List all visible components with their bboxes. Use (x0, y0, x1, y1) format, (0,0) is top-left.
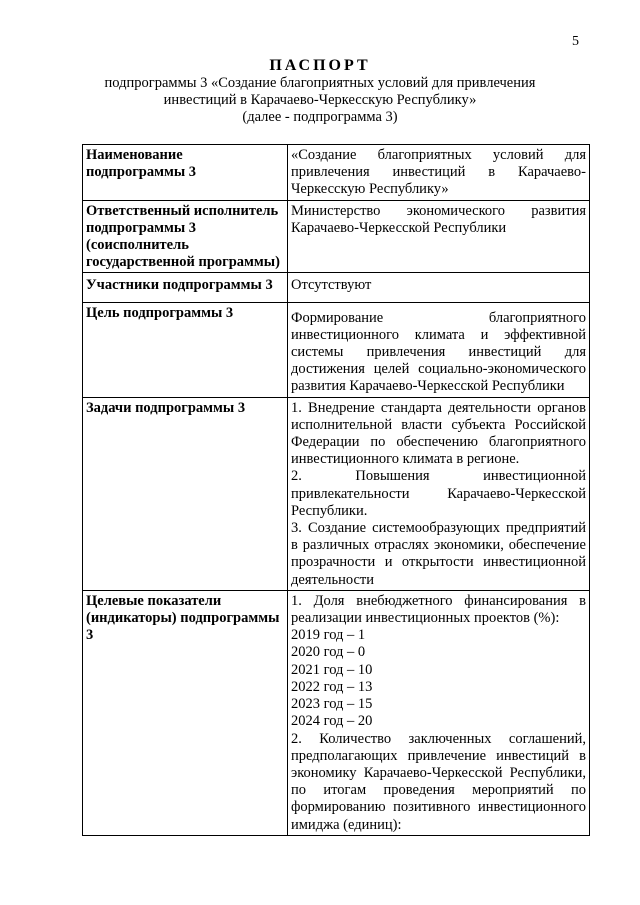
passport-heading (0, 56, 640, 126)
table-row (83, 200, 590, 273)
row-value-executor (288, 200, 590, 273)
value-line: 2022 год – 13 (291, 678, 373, 695)
value-line: 3. Создание системообразующих предприятий в различных отраслях экономики, обеспечение прозрачности и открытости инвестиционной деятельности (291, 520, 586, 588)
row-label-name: Наименование подпрограммы 3 (83, 145, 288, 201)
passport-table (82, 144, 590, 836)
row-value-indicators (288, 590, 590, 835)
passport-title: ПАСПОРТ (269, 57, 371, 74)
subtitle-line-1: подпрограммы 3 «Создание благоприятных условий для привлечения (104, 75, 536, 91)
value-line: 2023 год – 15 (291, 696, 373, 713)
value-line: 2020 год – 0 (291, 644, 366, 661)
value-line: 1. Внедрение стандарта деятельности органов исполнительной власти субъекта Российской Федерации по обеспечению благоприятного инвестиционного климата в регионе. (291, 399, 586, 468)
value-line: Отсутствуют (291, 277, 372, 294)
row-value-goal (288, 302, 590, 397)
table-row (83, 590, 590, 835)
value-line: Министерство экономического развития Карачаево-Черкесской Республики (291, 202, 586, 236)
value-line: 2019 год – 1 (291, 627, 366, 644)
row-label-goal: Цель подпрограммы 3 (83, 302, 288, 397)
table-row (83, 302, 590, 397)
value-line: Формирование благоприятного инвестиционного климата и эффективной системы привлечения инвестиций для достижения целей социально-экономического развития Карачаево-Черкесской Республики (291, 309, 586, 395)
subtitle-line-2: инвестиций в Карачаево-Черкесскую Республику» (163, 92, 477, 108)
row-label-participants: Участники подпрограммы 3 (83, 273, 288, 302)
row-label-executor: Ответственный исполнитель подпрограммы 3 (соисполнитель государственной программы) (83, 200, 288, 273)
value-line: 2. Количество заключенных соглашений, предполагающих привлечение инвестиций в экономику Карачаево-Черкесской Республики, по итогам проведения мероприятий по формированию позитивного инвестиционного имиджа (единиц): (291, 730, 586, 833)
value-line: 2021 год – 10 (291, 661, 373, 678)
row-value-tasks (288, 397, 590, 590)
table-row (83, 273, 590, 302)
value-line: 2. Повышения инвестиционной привлекательности Карачаево-Черкесской Республики. (291, 468, 586, 519)
row-value-participants (288, 273, 590, 302)
value-line: 1. Доля внебюджетного финансирования в реализации инвестиционных проектов (%): (291, 592, 586, 627)
row-label-tasks: Задачи подпрограммы 3 (83, 397, 288, 590)
row-label-indicators: Целевые показатели (индикаторы) подпрограммы 3 (83, 590, 288, 835)
value-line: «Создание благоприятных условий для привлечения инвестиций в Карачаево- Черкесскую Республику» (291, 147, 586, 198)
value-line: 2024 год – 20 (291, 713, 373, 730)
subtitle-line-3: (далее - подпрограмма 3) (242, 109, 398, 125)
table-row (83, 145, 590, 201)
row-value-name (288, 145, 590, 201)
table-row (83, 397, 590, 590)
page-number: 5 (572, 34, 579, 49)
